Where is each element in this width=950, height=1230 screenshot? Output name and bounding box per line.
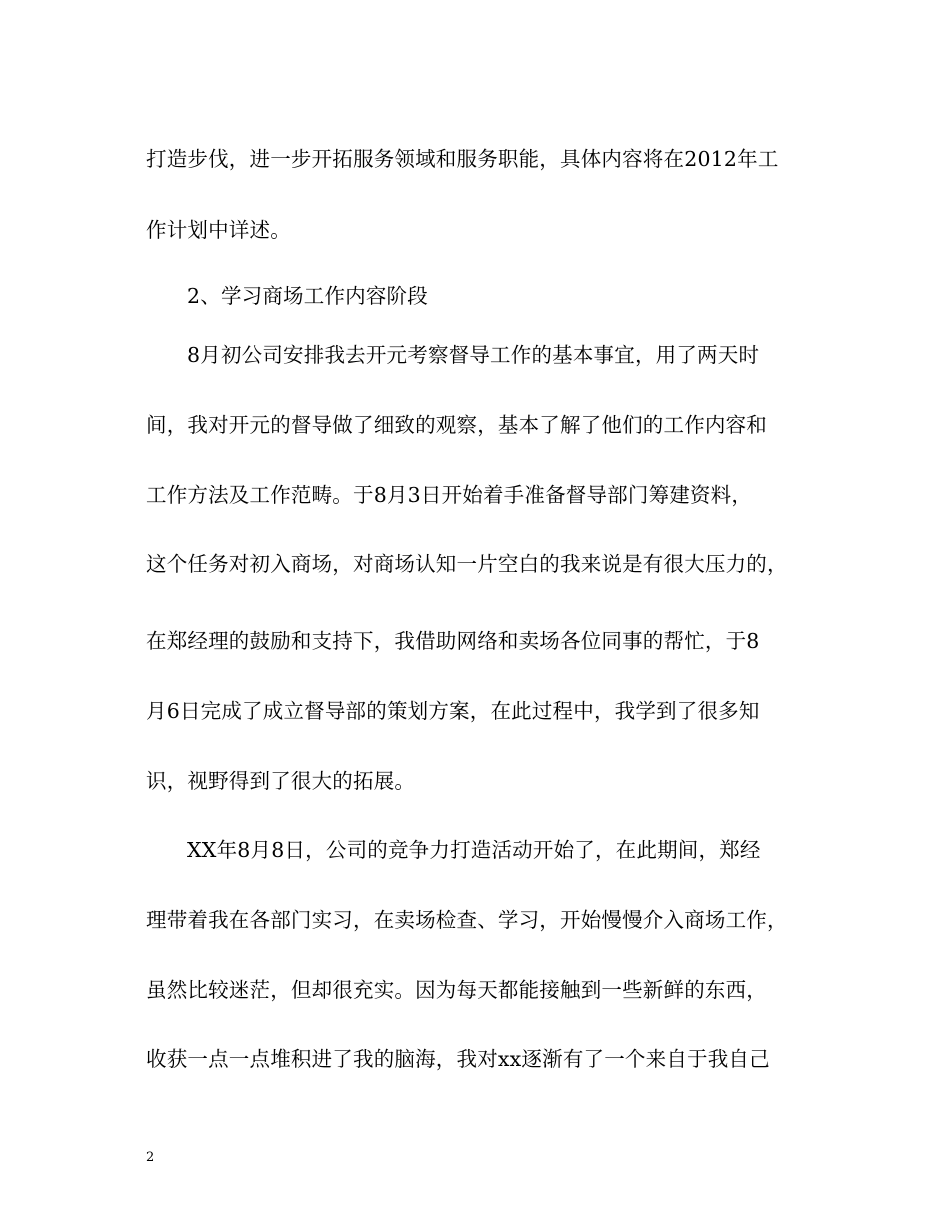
text-line: 在郑经理的鼓励和支持下，我借助网络和卖场各位同事的帮忙，于8 bbox=[146, 629, 760, 653]
page-number: 2 bbox=[146, 1150, 155, 1165]
text-line: 识，视野得到了很大的拓展。 bbox=[146, 769, 416, 793]
text-line: 8月初公司安排我去开元考察督导工作的基本事宜，用了两天时 bbox=[187, 343, 760, 367]
text-line: 这个任务对初入商场，对商场认知一片空白的我来说是有很大压力的， bbox=[146, 552, 788, 576]
text-line: 收获一点一点堆积进了我的脑海，我对xx逐渐有了一个来自于我自己 bbox=[146, 1047, 770, 1071]
text-line: 作计划中详述。 bbox=[146, 218, 291, 242]
text-line: 月6日完成了成立督导部的策划方案，在此过程中，我学到了很多知 bbox=[146, 699, 760, 723]
text-line: 间，我对开元的督导做了细致的观察，基本了解了他们的工作内容和 bbox=[146, 413, 767, 437]
section-heading: 2、学习商场工作内容阶段 bbox=[187, 284, 428, 308]
text-line: 工作方法及工作范畴。于8月3日开始着手准备督导部门筹建资料， bbox=[146, 483, 753, 507]
text-line: 打造步伐，进一步开拓服务领域和服务职能，具体内容将在2012年工 bbox=[146, 147, 779, 171]
text-line: XX年8月8日，公司的竞争力打造活动开始了，在此期间，郑经 bbox=[187, 838, 761, 862]
text-line: 理带着我在各部门实习，在卖场检查、学习，开始慢慢介入商场工作， bbox=[146, 908, 788, 932]
text-line: 虽然比较迷茫，但却很充实。因为每天都能接触到一些新鲜的东西， bbox=[146, 978, 767, 1002]
